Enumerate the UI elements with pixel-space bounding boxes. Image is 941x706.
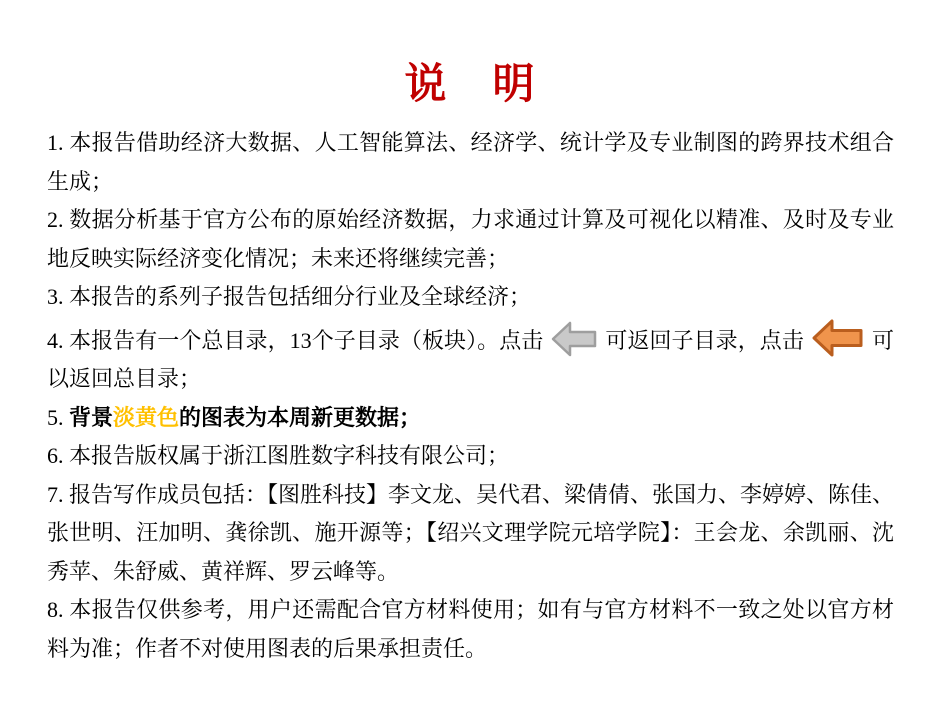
- note-item-5-bold-text: 背景: [69, 404, 114, 430]
- note-item-6: 6. 本报告版权属于浙江图胜数字科技有限公司；: [47, 443, 510, 468]
- note-item-5: [47, 399, 894, 438]
- note-item-4-text-2: 可返回子目录，点击: [605, 327, 804, 353]
- light-yellow-highlight-text: 淡黄色: [113, 404, 180, 430]
- note-item-4: [47, 317, 894, 399]
- notes-body: [47, 124, 894, 668]
- note-item-2: 2. 数据分析基于官方公布的原始经济数据，力求通过计算及可视化以精准、及时及专业地反映实际经济变化情况；未来还将继续完善；: [47, 207, 894, 271]
- note-item-4-text-3: 可以返回总目录；: [47, 327, 894, 391]
- page-title: 说 明: [404, 62, 537, 108]
- note-item-5-bold-text-2: 的图表为本周新更数据；: [179, 404, 422, 430]
- note-item-8: 8. 本报告仅供参考，用户还需配合官方材料使用；如有与官方材料不一致之处以官方材料为准；作者不对使用图表的后果承担责任。: [47, 597, 894, 661]
- note-item-4-text-1: 4. 本报告有一个总目录，13个子目录（板块）。点击: [47, 327, 544, 353]
- back-to-subdirectory-arrow-icon[interactable]: [551, 319, 597, 359]
- back-to-main-directory-arrow-icon[interactable]: [812, 317, 864, 359]
- note-item-5-number: 5.: [47, 404, 69, 430]
- note-item-1: 1. 本报告借助经济大数据、人工智能算法、经济学、统计学及专业制图的跨界技术组合生成；: [47, 130, 894, 194]
- note-item-3: 3. 本报告的系列子报告包括细分行业及全球经济；: [47, 284, 532, 309]
- note-item-7: 7. 报告写作成员包括：【图胜科技】李文龙、吴代君、梁倩倩、张国力、李婷婷、陈佳、张世明、汪加明、龚徐凯、施开源等；【绍兴文理学院元培学院】：王会龙、余凯丽、沈秀苹、朱舒威、黄祥辉、罗云峰等。: [47, 481, 895, 584]
